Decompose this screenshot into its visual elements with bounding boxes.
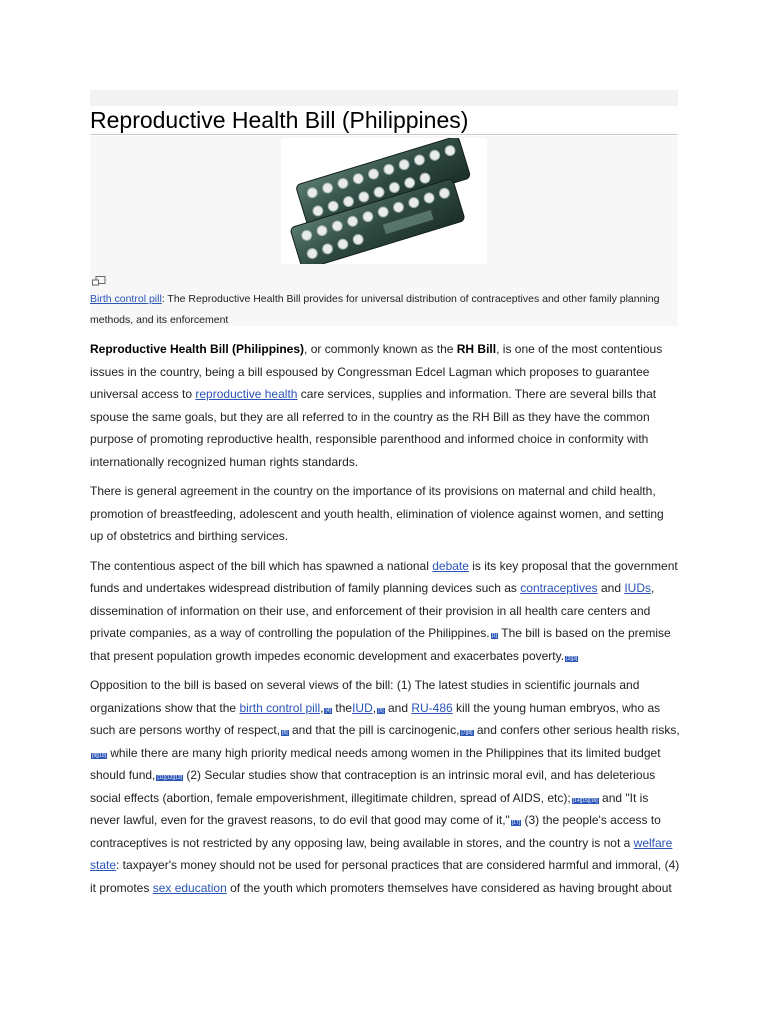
link-ru-486[interactable]: RU-486 <box>411 700 453 715</box>
text: , or commonly known as the <box>304 342 457 356</box>
pill-pack-image[interactable] <box>281 138 487 264</box>
link-sex-education[interactable]: sex education <box>152 880 227 895</box>
enlarge-icon[interactable] <box>92 276 106 286</box>
text: and confers other serious health risks, <box>473 723 680 737</box>
top-bar <box>90 90 678 106</box>
link-contraceptives[interactable]: contraceptives <box>520 581 598 595</box>
ref-link[interactable]: [7][8] <box>461 730 473 736</box>
text: (3) the people's access to contraceptives is not restricted by any opposing law, being available in stores, and the country is not a <box>90 813 661 850</box>
page-title: Reproductive Health Bill (Philippines) <box>90 106 678 135</box>
text: of the youth which promoters themselves have considered as having brought about <box>226 880 672 895</box>
caption-link-birth-control-pill[interactable]: Birth control pill <box>90 293 162 305</box>
text: and <box>597 581 625 595</box>
ref-link[interactable]: [17] <box>511 820 521 826</box>
link-iuds[interactable]: IUDs <box>624 581 652 595</box>
text: , <box>320 700 324 715</box>
text: while there are many high priority medical needs among women in the Philippines that its limited budget should fund, <box>90 745 661 782</box>
caption-text: : The Reproductive Health Bill provides for universal distribution of contraceptives and other family planning methods, and its enforcement <box>90 293 660 326</box>
text: , dissemination of information on their use, and enforcement of their provision in all health care centers and private companies, as a way of controlling the population of the Philippines. <box>90 581 655 640</box>
link-welfare-state[interactable]: welfare state <box>90 835 673 872</box>
paragraph-4 <box>90 674 680 899</box>
text: and "It is never lawful, even for the gravest reasons, to do evil that good may come of it," <box>90 790 649 827</box>
text: and that the pill is carcinogenic, <box>288 723 460 737</box>
ref-link[interactable]: [11][12][13] <box>157 775 183 781</box>
text: the <box>332 700 353 715</box>
text: The bill is based on the premise that present population growth impedes economic development and exacerbates poverty. <box>90 626 671 663</box>
text: and <box>384 700 412 715</box>
text: care services, supplies and information. There are several bills that spouse the same goals, but they are all referred to in the country as the RH Bill as they have the common purpose of promoting reproductive health, responsible parenthood and informed choice in conformity with internationally recognized human rights standards. <box>90 387 657 469</box>
paragraph-2: There is general agreement in the country on the importance of its provisions on maternal and child health, promotion of breastfeeding, adolescent and youth health, elimination of violence against women, and setting up of obstetrics and birthing services. <box>90 484 664 543</box>
ref-link[interactable]: [2][3] <box>566 655 578 662</box>
bold-term: Reproductive Health Bill (Philippines) <box>90 342 305 356</box>
pill-pack-illustration <box>281 138 487 264</box>
text: The contentious aspect of the bill which has spawned a national <box>90 558 433 573</box>
ref-link[interactable]: [14][15][16] <box>572 797 598 804</box>
figure-box <box>90 136 678 326</box>
text: (2) Secular studies show that contraception is an intrinsic moral evil, and has deleterious social effects (abortion, female empoverishment, illegitimate children, spread of AIDS, etc); <box>90 768 656 805</box>
figure-caption <box>90 289 676 331</box>
ref-link[interactable]: [5] <box>378 707 384 714</box>
ref-link[interactable]: [4] <box>325 707 332 714</box>
link-birth-control-pill[interactable]: birth control pill <box>239 700 321 715</box>
text: : taxpayer's money should not be used for personal practices that are considered harmful and immoral, (4) it promotes <box>90 858 680 895</box>
ref-link[interactable]: [1] <box>491 633 498 639</box>
text: , <box>372 700 377 715</box>
link-debate[interactable]: debate <box>432 558 469 573</box>
paragraph-1 <box>90 338 680 473</box>
ref-link[interactable]: [9][10] <box>92 752 106 759</box>
text: Opposition to the bill is based on several views of the bill: (1) The latest studies in scientific journals and organizations show that the <box>90 678 640 715</box>
paragraph-3 <box>90 555 680 668</box>
article-body <box>90 338 680 906</box>
ref-link[interactable]: [6] <box>282 730 288 736</box>
link-iud[interactable]: IUD <box>352 700 373 715</box>
bold-term: RH Bill <box>456 342 497 356</box>
text: kill the young human embryos, who as such are persons worthy of respect, <box>90 700 661 737</box>
link-reproductive-health[interactable]: reproductive health <box>195 387 298 401</box>
text: , is one of the most contentious issues in the country, being a bill espoused by Congressman Edcel Lagman which proposes to guarantee universal access to <box>90 342 663 401</box>
text: is its key proposal that the government funds and undertakes widespread distribution of family planning devices such as <box>90 558 678 595</box>
